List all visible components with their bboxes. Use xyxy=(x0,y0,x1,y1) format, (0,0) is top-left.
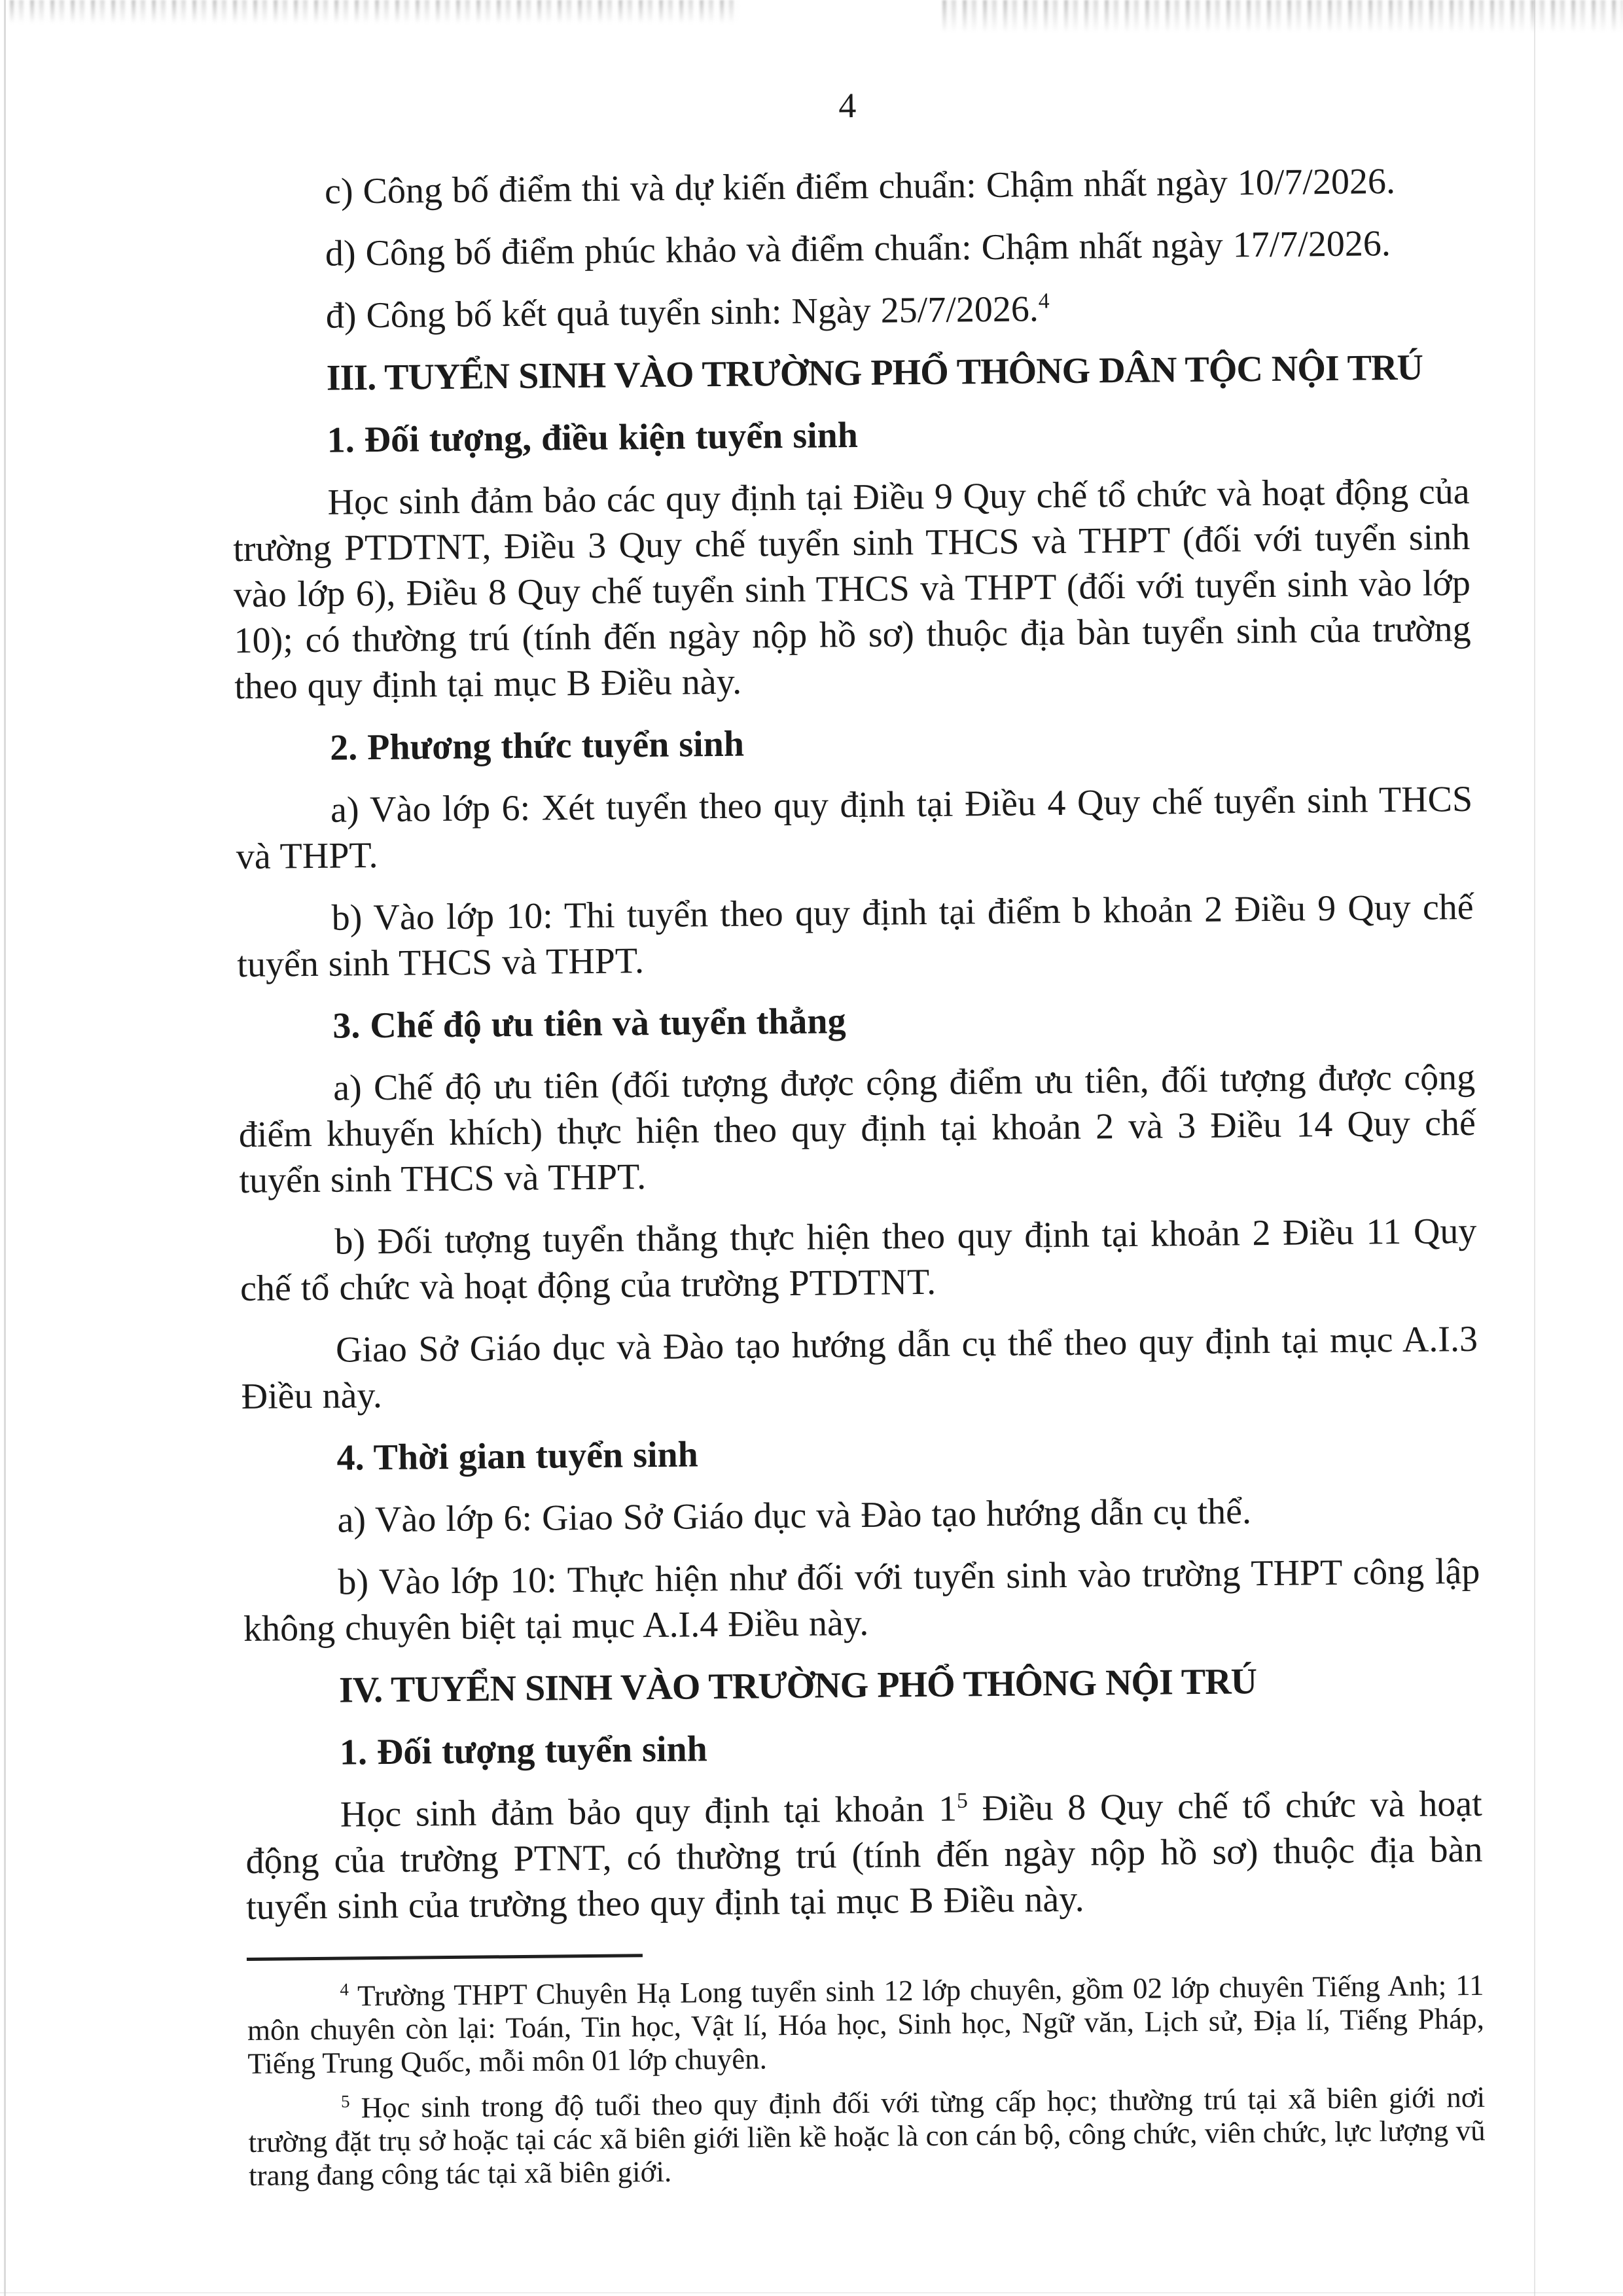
para-iv-1-text-after: Điều 8 Quy chế tổ chức và hoạt động của trường PTNT, có thường trú (tính đến ngày nộp hồ sơ) thuộc địa bàn tuyển sinh của trường theo quy định tại mục B Điều này. xyxy=(245,1783,1483,1928)
text-column xyxy=(229,77,1486,2204)
footnote-5-marker: 5 xyxy=(340,2091,350,2111)
para-iii-2b: b) Vào lớp 10: Thi tuyển theo quy định tại điểm b khoản 2 Điều 9 Quy chế tuyển sinh THCS và THPT. xyxy=(237,886,1474,986)
para-iii-4a: a) Vào lớp 6: Giao Sở Giáo dục và Đào tạo hướng dẫn cụ thể. xyxy=(337,1491,1252,1541)
para-item-dd-text: đ) Công bố kết quả tuyển sinh: Ngày 25/7/2026. xyxy=(325,289,1039,336)
scan-artifact-bottom-edge xyxy=(0,2292,1623,2293)
heading-iv-1: 1. Đối tượng tuyển sinh xyxy=(339,1729,708,1773)
para-iv-1 xyxy=(245,1781,1484,1930)
para-item-d: d) Công bố điểm phúc khảo và điểm chuẩn: Chậm nhất ngày 17/7/2026. xyxy=(325,223,1391,274)
footnote-separator xyxy=(247,1954,643,1961)
para-iii-4b: b) Vào lớp 10: Thực hiện như đối với tuyển sinh vào trường THPT công lập không chuyên biệt tại mục A.I.4 Điều này. xyxy=(243,1551,1480,1650)
scan-artifact-left-edge xyxy=(4,0,6,2296)
heading-section-iv: IV. TUYỂN SINH VÀO TRƯỜNG PHỔ THÔNG NỘI TRÚ xyxy=(338,1661,1257,1711)
page-number: 4 xyxy=(838,85,857,126)
para-iii-3a: a) Chế độ ưu tiên (đối tượng được cộng điểm ưu tiên, đối tượng được cộng điểm khuyến khích) thực hiện theo quy định tại khoản 2 và 3 Điều 14 Quy chế tuyển sinh THCS và THPT. xyxy=(238,1056,1476,1202)
footnote-4-marker: 4 xyxy=(340,1979,349,2000)
heading-section-iii: III. TUYỂN SINH VÀO TRƯỜNG PHỔ THÔNG DÂN TỘC NỘI TRÚ xyxy=(326,347,1423,399)
heading-iii-2: 2. Phương thức tuyển sinh xyxy=(329,723,745,768)
footnote-5-text: Học sinh trong độ tuổi theo quy định đối với từng cấp học; thường trú tại xã biên giới nơi trường đặt trụ sở hoặc tại các xã biên giới liền kề hoặc là con cán bộ, công chức, viên chức, lực lượng vũ trang đang công tác tại xã biên giới. xyxy=(248,2080,1486,2192)
scan-artifact-top-right xyxy=(942,0,1623,33)
scan-artifact-fold-line xyxy=(1534,0,1535,2296)
footnote-5 xyxy=(248,2081,1486,2193)
para-iii-2a: a) Vào lớp 6: Xét tuyển theo quy định tại Điều 4 Quy chế tuyển sinh THCS và THPT. xyxy=(236,778,1473,878)
heading-iii-3: 3. Chế độ ưu tiên và tuyển thẳng xyxy=(332,1001,846,1047)
footnote-4-text: Trường THPT Chuyên Hạ Long tuyển sinh 12 lớp chuyên, gồm 02 lớp chuyên Tiếng Anh; 11 môn chuyên còn lại: Toán, Tin học, Vật lí, Hóa học, Sinh học, Ngữ văn, Lịch sử, Địa lí, Tiếng Pháp, Tiếng Trung Quốc, mỗi môn 01 lớp chuyên. xyxy=(247,1968,1485,2081)
heading-iii-1: 1. Đối tượng, điều kiện tuyển sinh xyxy=(327,414,859,461)
scan-artifact-top-left xyxy=(10,0,740,24)
para-item-dd xyxy=(231,282,1469,340)
para-iii-3b: b) Đối tượng tuyển thẳng thực hiện theo quy định tại khoản 2 Điều 11 Quy chế tổ chức và hoạt động của trường PTDTNT. xyxy=(240,1210,1477,1310)
footnote-ref-4: 4 xyxy=(1038,289,1050,314)
para-iii-1: Học sinh đảm bảo các quy định tại Điều 9 Quy chế tổ chức và hoạt động của trường PTDTNT, Điều 3 Quy chế tuyển sinh THCS và THPT (đối với tuyển sinh vào lớp 6), Điều 8 Quy chế tuyển sinh THCS và THPT (đối với tuyển sinh vào lớp 10); có thường trú (tính đến ngày nộp hồ sơ) thuộc địa bàn tuyển sinh của trường theo quy định tại mục B Điều này. xyxy=(232,471,1471,708)
footnote-4 xyxy=(247,1969,1484,2081)
para-iv-1-text-before: Học sinh đảm bảo quy định tại khoản 1 xyxy=(340,1788,957,1835)
footnote-ref-5: 5 xyxy=(956,1788,968,1813)
heading-iii-4: 4. Thời gian tuyển sinh xyxy=(336,1434,699,1479)
para-iii-3c: Giao Sở Giáo dục và Đào tạo hướng dẫn cụ thể theo quy định tại mục A.I.3 Điều này. xyxy=(241,1318,1478,1418)
para-item-c: c) Công bố điểm thi và dự kiến điểm chuẩn: Chậm nhất ngày 10/7/2026. xyxy=(324,161,1396,212)
